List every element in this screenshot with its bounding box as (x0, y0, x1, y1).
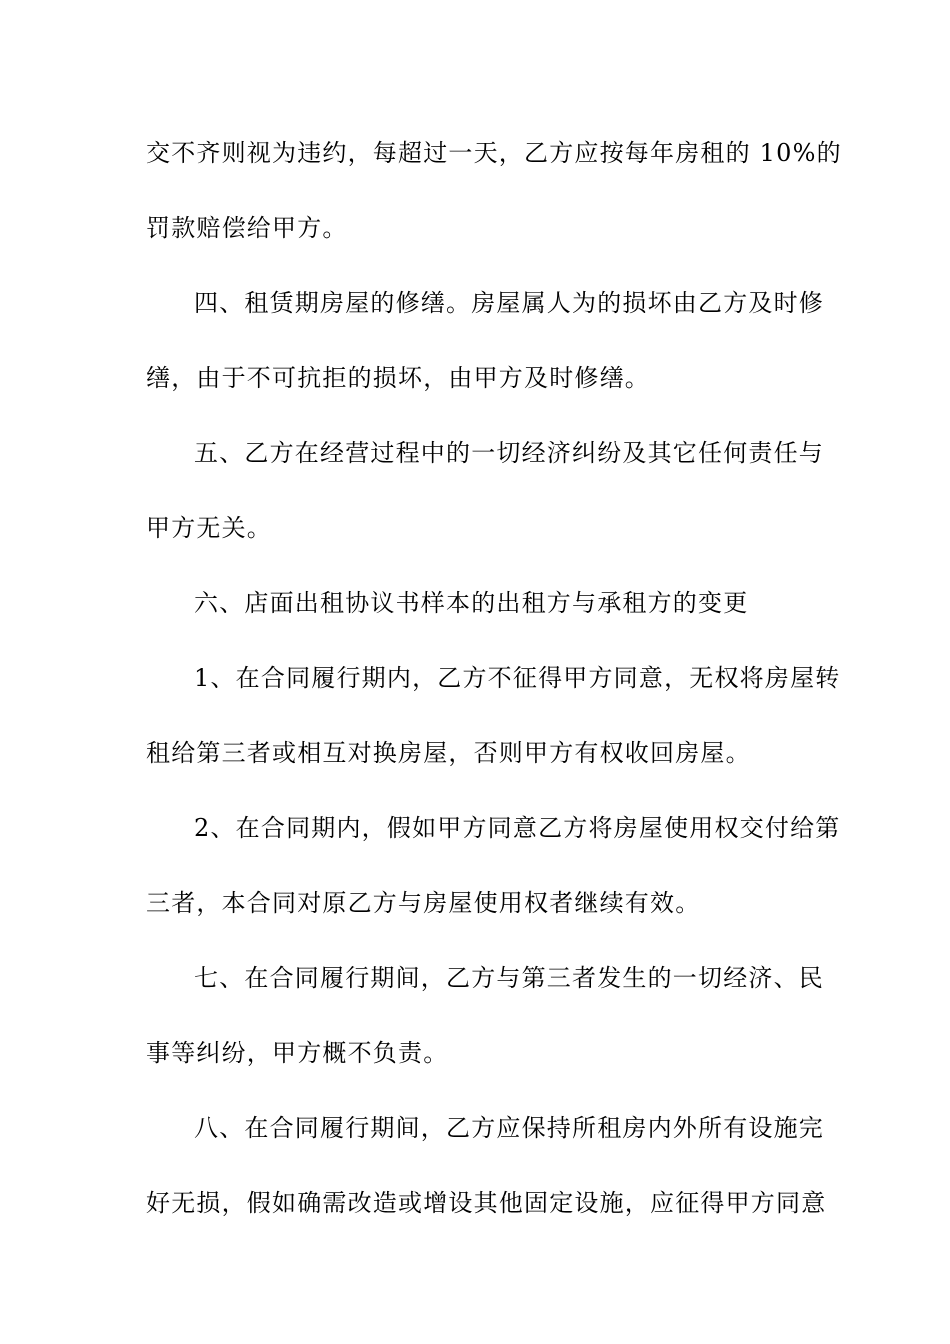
text-line: 好无损，假如确需改造或增设其他固定设施，应征得甲方同意 (146, 1189, 827, 1217)
clause-7-heading: 七、在合同履行期间，乙方与第三者发生的一切经济、民 (194, 964, 824, 992)
text-line: 租给第三者或相互对换房屋，否则甲方有权收回房屋。 (146, 739, 751, 767)
clause-4-heading: 四、租赁期房屋的修缮。房屋属人为的损坏由乙方及时修 (194, 289, 824, 317)
document-body (146, 127, 842, 1252)
clause-6-heading: 六、店面出租协议书样本的出租方与承租方的变更 (194, 589, 749, 617)
text-line: 三者，本合同对原乙方与房屋使用权者继续有效。 (146, 889, 701, 917)
text-line: 甲方无关。 (146, 514, 272, 542)
text-line: 缮，由于不可抗拒的损坏，由甲方及时修缮。 (146, 364, 650, 392)
text-line: 罚款赔偿给甲方。 (146, 214, 348, 242)
clause-5-heading: 五、乙方在经营过程中的一切经济纠纷及其它任何责任与 (194, 439, 824, 467)
text-line: 事等纠纷，甲方概不负责。 (146, 1039, 449, 1067)
clause-8-heading: 八、在合同履行期间，乙方应保持所租房内外所有设施完 (194, 1114, 824, 1142)
text-line: 交不齐则视为违约，每超过一天，乙方应按每年房租的 10%的 (146, 139, 842, 167)
clause-6-1: 1、在合同履行期内，乙方不征得甲方同意，无权将房屋转 (194, 664, 841, 692)
clause-6-2: 2、在合同期内，假如甲方同意乙方将房屋使用权交付给第 (194, 814, 841, 842)
